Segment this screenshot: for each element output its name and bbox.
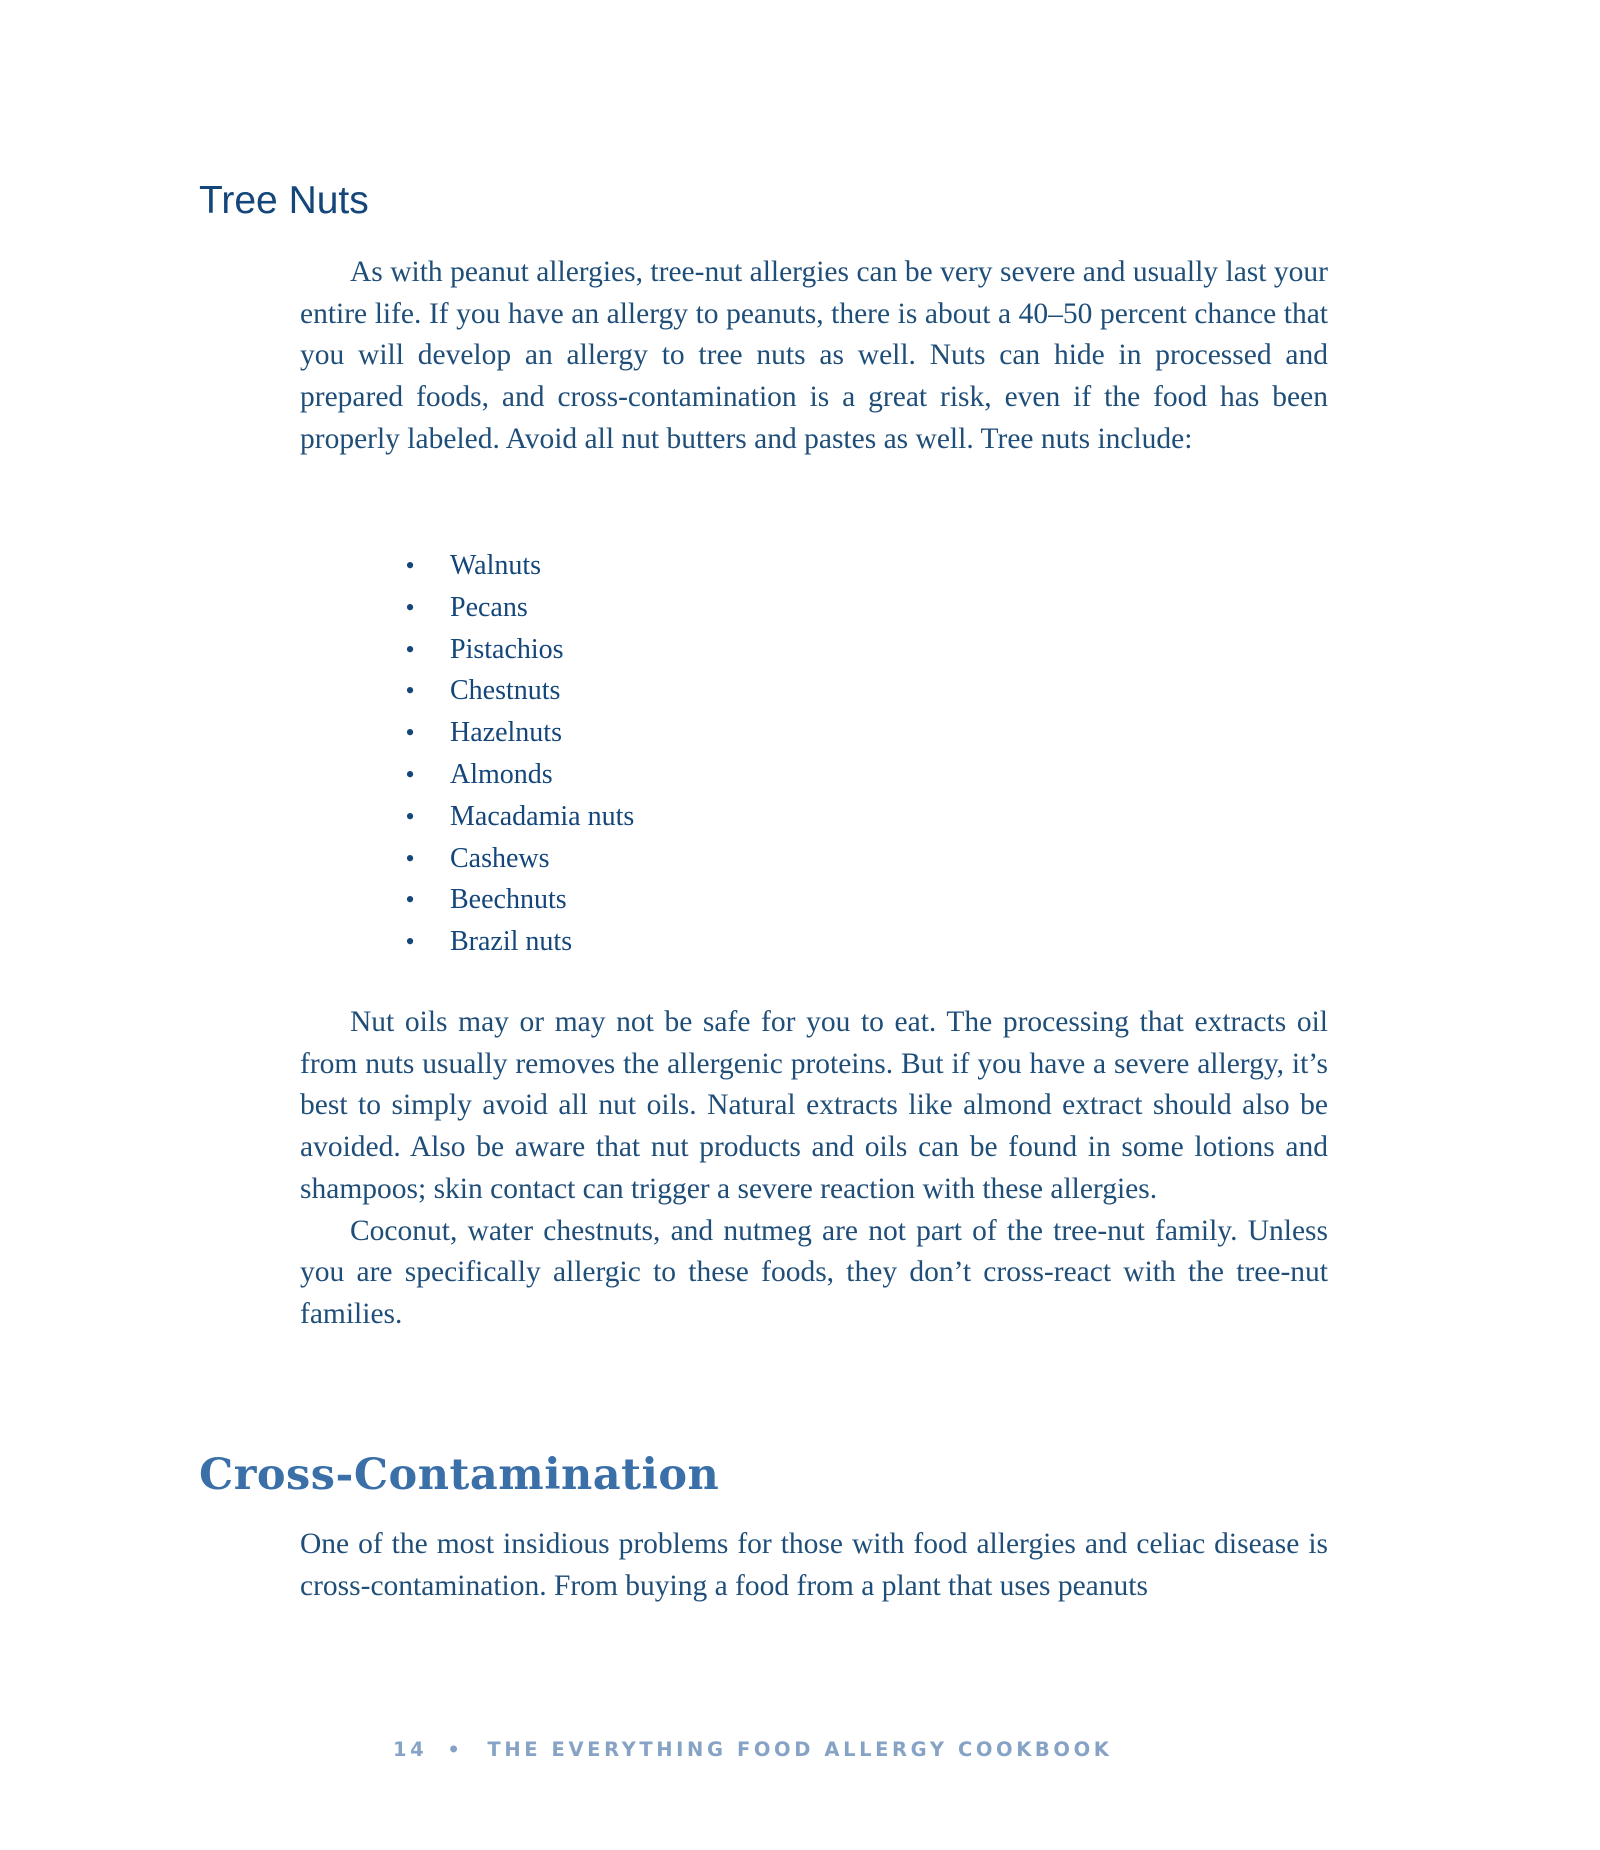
bullet-icon: • [405,592,415,622]
list-item-label: Hazelnuts [450,717,562,749]
list-item-label: Macadamia nuts [450,800,635,832]
list-item [400,587,634,629]
bullet-icon: • [405,759,415,789]
nut-oils-paragraph: Nut oils may or may not be safe for you to eat. The processing that extracts oil from nuts usually removes the allergenic proteins. But if you have a severe allergy, it’s best to simply avoid all nut oils. Natural extracts like almond extract should also be avoided. Also be aware that nut products and oils can be found in some lotions and shampoos; skin contact can trigger a severe reaction with these allergies. [300,1006,1328,1205]
bullet-icon: • [405,801,415,831]
list-item [400,796,634,838]
book-title: THE EVERYTHING FOOD ALLERGY COOKBOOK [487,1738,1113,1761]
list-item [400,838,634,880]
list-item-label: Brazil nuts [450,926,573,958]
tree-nuts-intro-block [300,252,1328,461]
list-item [400,754,634,796]
list-item-label: Pistachios [450,633,564,665]
cross-contamination-paragraph: One of the most insidious problems for those with food allergies and celiac disease is cross-contamination. From buying a food from a plant that uses peanuts [300,1528,1328,1602]
list-item [400,670,634,712]
page-footer [393,1738,1112,1761]
bullet-icon: • [405,551,415,580]
bullet-icon: • [405,843,415,873]
list-item [400,921,634,963]
list-item-label: Beechnuts [450,884,567,916]
bullet-icon: • [405,634,415,664]
list-item-label: Walnuts [450,550,542,581]
bullet-icon: • [405,927,415,957]
list-item-label: Cashews [450,842,550,874]
list-item [400,712,634,754]
page-number: 14 [393,1738,428,1761]
list-item [400,545,634,587]
tree-nuts-list [400,545,634,963]
coconut-paragraph: Coconut, water chestnuts, and nutmeg are not part of the tree-nut family. Unless you are specifically allergic to these foods, they don’t cross-react with the tree-nut families. [300,1214,1328,1330]
footer-separator-icon: • [447,1738,464,1761]
list-item [400,629,634,671]
tree-nuts-after-list-block [300,1002,1328,1336]
bullet-icon: • [405,718,415,748]
cross-contamination-heading: Cross-Contamination [199,1450,720,1500]
list-item-label: Almonds [450,758,553,790]
tree-nuts-intro-paragraph: As with peanut allergies, tree-nut allergies can be very severe and usually last your entire life. If you have an allergy to peanuts, there is about a 40–50 percent chance that you will develop an allergy to tree nuts as well. Nuts can hide in processed and prepared foods, and cross-contamination is a great risk, even if the food has been properly labeled. Avoid all nut butters and pastes as well. Tree nuts include: [300,256,1328,455]
bullet-icon: • [405,885,415,915]
list-item-label: Chestnuts [450,675,561,707]
tree-nuts-heading: Tree Nuts [199,179,369,222]
list-item [400,879,634,921]
list-item-label: Pecans [450,591,528,623]
bullet-icon: • [405,676,415,706]
cross-contamination-block [300,1524,1328,1607]
